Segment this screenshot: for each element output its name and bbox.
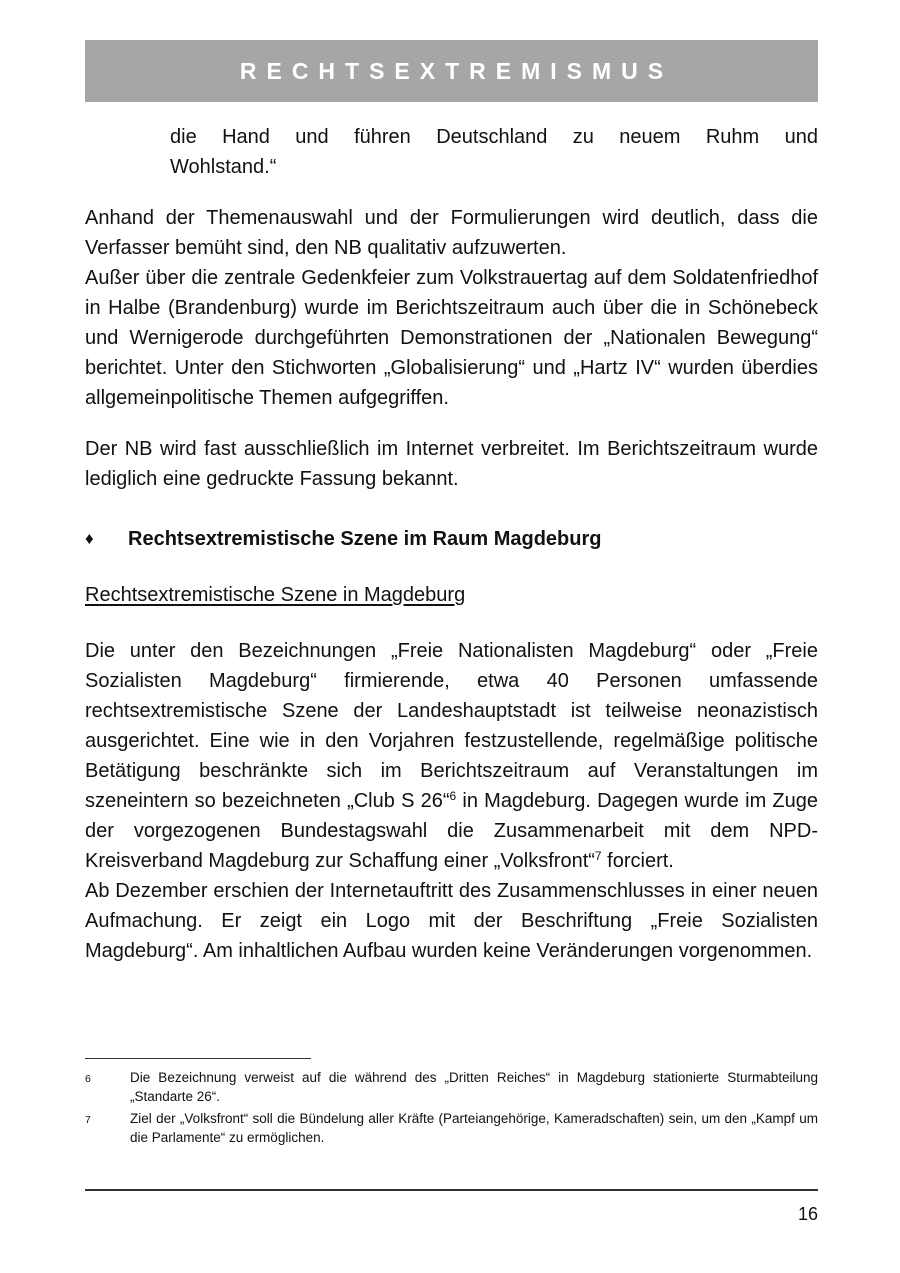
quote-line-2: Wohlstand.“ [170,156,277,178]
quote-continuation [170,122,818,182]
footnote-number: 7 [85,1114,91,1126]
paragraph-nb-internet: Der NB wird fast ausschließlich im Internet verbreitet. Im Berichtszeitraum wurde lediglich eine gedruckte Fassung bekannt. [85,438,818,490]
paragraph-text-segment: in Magdeburg. Dagegen wurde im Zuge der vorgezogenen Bundestagswahl die Zusammenarbeit mit dem NPD-Kreisverband Magdeburg zur Schaffung einer „Volksfront“ [85,790,819,872]
paragraph-gedenkfeier: Außer über die zentrale Gedenkfeier zum Volkstrauertag auf dem Soldatenfriedhof in Halbe (Brandenburg) wurde im Berichtszeitraum auch über die in Schönebeck und Wernigerode durchgeführten Demonstrationen der „Nationalen Bewegung“ berichtet. Unter den Stichworten „Globalisierung“ und „Hartz IV“ wurden überdies allgemeinpolitische Themen aufgegriffen. [85,267,818,409]
footnote-text: Ziel der „Volksfront“ soll die Bündelung aller Kräfte (Parteiangehörige, Kameradschaften) sein, um den „Kampf um die Parlamente“ zu ermöglichen. [130,1111,818,1145]
quote-line-1: die Hand und führen Deutschland zu neuem Ruhm und [170,126,818,148]
subheading-szene-magdeburg: Rechtsextremistische Szene in Magdeburg [85,584,466,606]
section-heading-magdeburg [85,524,818,554]
header-title: RECHTSEXTREMISMUS [239,57,674,84]
header-banner [85,40,818,102]
paragraph-themenauswahl: Anhand der Themenauswahl und der Formulierungen wird deutlich, dass die Verfasser bemüht sind, den NB qualitativ aufzuwerten. [85,207,818,259]
paragraph-szene-beschreibung [85,636,818,876]
footnote-ref-6: 6 [449,789,457,803]
paragraph-internetauftritt: Ab Dezember erschien der Internetauftritt des Zusammenschlusses in einer neuen Aufmachung. Er zeigt ein Logo mit der Beschriftung „Freie Sozialisten Magdeburg“. Am inhaltlichen Aufbau wurden keine Veränderungen vorgenommen. [85,880,818,962]
footnote-separator [85,1058,311,1059]
footnote-text: Die Bezeichnung verweist auf die während des „Dritten Reiches“ in Magdeburg stationierte Sturmabteilung „Standarte 26“. [130,1070,818,1104]
page-body [85,122,818,966]
diamond-bullet-icon: ♦ [85,529,94,548]
paragraph-text-segment: Die unter den Bezeichnungen „Freie Nationalisten Magdeburg“ oder „Freie Sozialisten Magdeburg“ firmierende, etwa 40 Personen umfassende rechtsextremistische Szene der Landeshauptstadt ist teilweise neonazistisch ausgerichtet. Eine wie in den Vorjahren festzustellende, regelmäßige politische Betätigung beschränkte sich im Berichtszeitraum auf Veranstaltungen im szeneintern so bezeichneten „Club S 26“ [85,640,818,812]
footnote-number: 6 [85,1073,91,1085]
footnote-item [85,1110,818,1147]
paragraph-text-segment: forciert. [601,850,674,872]
footnote-ref-7: 7 [594,849,602,863]
footnote-item [85,1069,818,1106]
footnotes-section [85,1058,818,1147]
section-heading-label: Rechtsextremistische Szene im Raum Magdeburg [128,528,602,550]
footer-rule [85,1189,818,1191]
page-number: 16 [797,1204,818,1224]
